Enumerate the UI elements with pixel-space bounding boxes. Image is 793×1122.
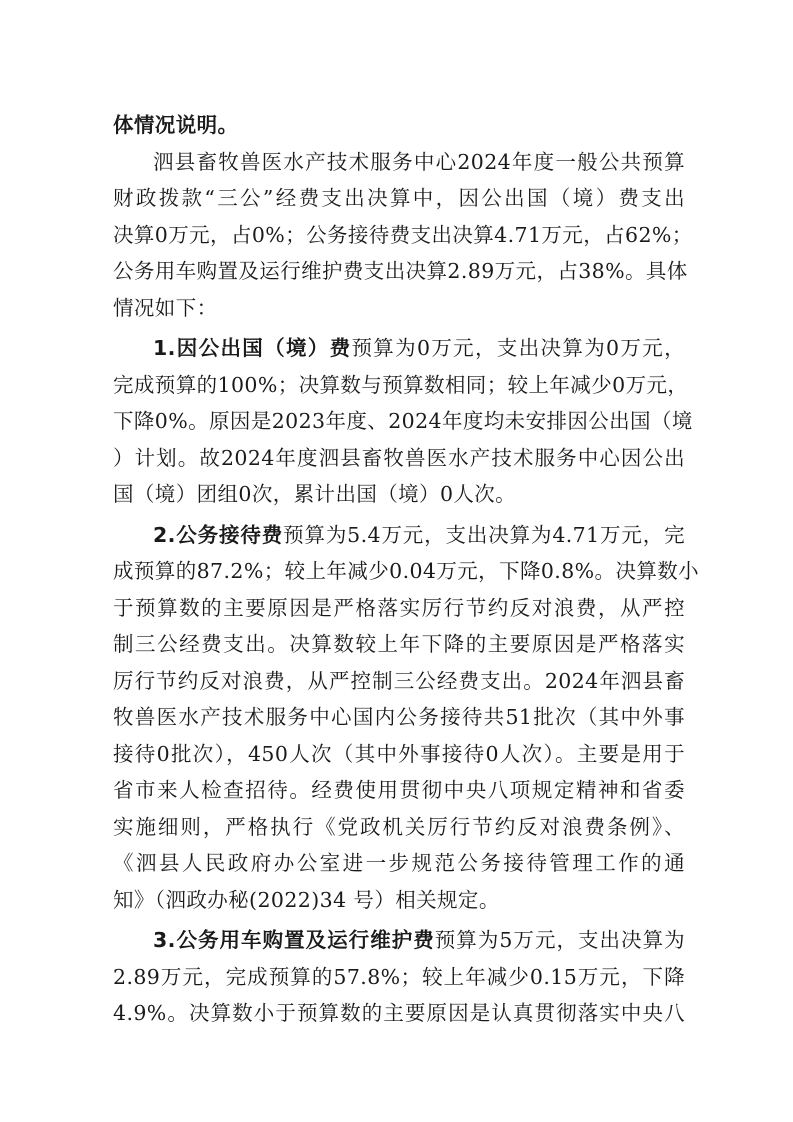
text-run: 预算为0万元，支出决算为0万元， (351, 336, 685, 360)
paragraph-line (113, 180, 685, 217)
paragraph-line (113, 772, 685, 809)
text-run: 接待0批次），450人次（其中外事接待0人次）。主要是用于 (113, 741, 685, 766)
text-run: 泗县畜牧兽医水产技术服务中心2024年度一般公共预算 (153, 149, 685, 174)
heading-text: 体情况说明。 (113, 113, 239, 137)
text-run: ）计划。故2024年度泗县畜牧兽医水产技术服务中心因公出 (113, 445, 685, 470)
text-run: 制三公经费支出。决算数较上年下降的主要原因是严格落实 (113, 632, 685, 656)
text-run: 厉行节约反对浪费，从严控制三公经费支出。2024年泗县畜 (113, 668, 685, 693)
text-run: 成预算的87.2%；较上年减少0.04万元，下降0.8%。决算数小 (113, 559, 700, 583)
text-run: 2.89万元，完成预算的57.8%；较上年减少0.15万元，下降 (113, 964, 685, 989)
paragraph-line (113, 922, 685, 959)
text-run: 公务用车购置及运行维护费支出决算2.89万元，占38%。具体 (113, 259, 688, 283)
paragraph-line (113, 217, 693, 254)
paragraph-line (113, 144, 685, 181)
text-run: 决算0万元，占0%；公务接待费支出决算4.71万元，占62%； (113, 222, 693, 247)
text-run: 完成预算的100%；决算数与预算数相同；较上年减少0万元， (113, 372, 689, 397)
paragraph-line (113, 845, 685, 882)
text-run: 情况如下： (113, 295, 218, 320)
text-run: 知》（泗政办秘(2022)34 号）相关规定。 (113, 887, 500, 912)
text-run: 4.9%。决算数小于预算数的主要原因是认真贯彻落实中央八 (113, 1001, 685, 1025)
paragraph-line (113, 882, 685, 919)
text-run: 省市来人检查招待。经费使用贯彻中央八项规定精神和省委 (113, 778, 685, 802)
paragraph-line (113, 517, 685, 554)
paragraph-line (113, 290, 685, 327)
text-run: 财政拨款“三公”经费支出决算中，因公出国（境）费支出 (113, 186, 685, 210)
paragraph-line (113, 995, 685, 1032)
text-run: 实施细则，严格执行《党政机关厉行节约反对浪费条例》、 (113, 814, 685, 839)
paragraph-line (113, 663, 685, 700)
document-page (113, 107, 700, 1032)
paragraph-line (113, 330, 685, 367)
section-title: 1.因公出国（境）费 (153, 336, 352, 360)
text-run: 《泗县人民政府办公室进一步规范公务接待管理工作的通 (113, 851, 685, 875)
text-run: 于预算数的主要原因是严格落实厉行节约反对浪费，从严控 (113, 595, 685, 620)
paragraph-line (113, 553, 700, 590)
paragraph-line (113, 699, 685, 736)
text-run: 国（境）团组0次，累计出国（境）0人次。 (113, 482, 517, 506)
paragraph-line (113, 403, 693, 440)
section-title: 2.公务接待费 (153, 522, 284, 547)
paragraph-line (113, 959, 685, 996)
paragraph-line (113, 809, 685, 846)
text-run: 下降0%。原因是2023年度、2024年度均未安排因公出国（境 (113, 409, 693, 433)
paragraph-line (113, 253, 688, 290)
paragraph-line (113, 736, 685, 773)
text-run: 牧兽医水产技术服务中心国内公务接待共51批次（其中外事 (113, 705, 685, 729)
text-run: 预算为5万元，支出决算为 (434, 928, 685, 952)
heading-line (113, 107, 685, 144)
text-run: 预算为5.4万元，支出决算为4.71万元，完 (283, 522, 685, 547)
paragraph-line (113, 590, 685, 627)
paragraph-line (113, 476, 685, 513)
paragraph-line (113, 440, 685, 477)
paragraph-line (113, 367, 689, 404)
section-title: 3.公务用车购置及运行维护费 (153, 928, 435, 952)
paragraph-line (113, 626, 685, 663)
